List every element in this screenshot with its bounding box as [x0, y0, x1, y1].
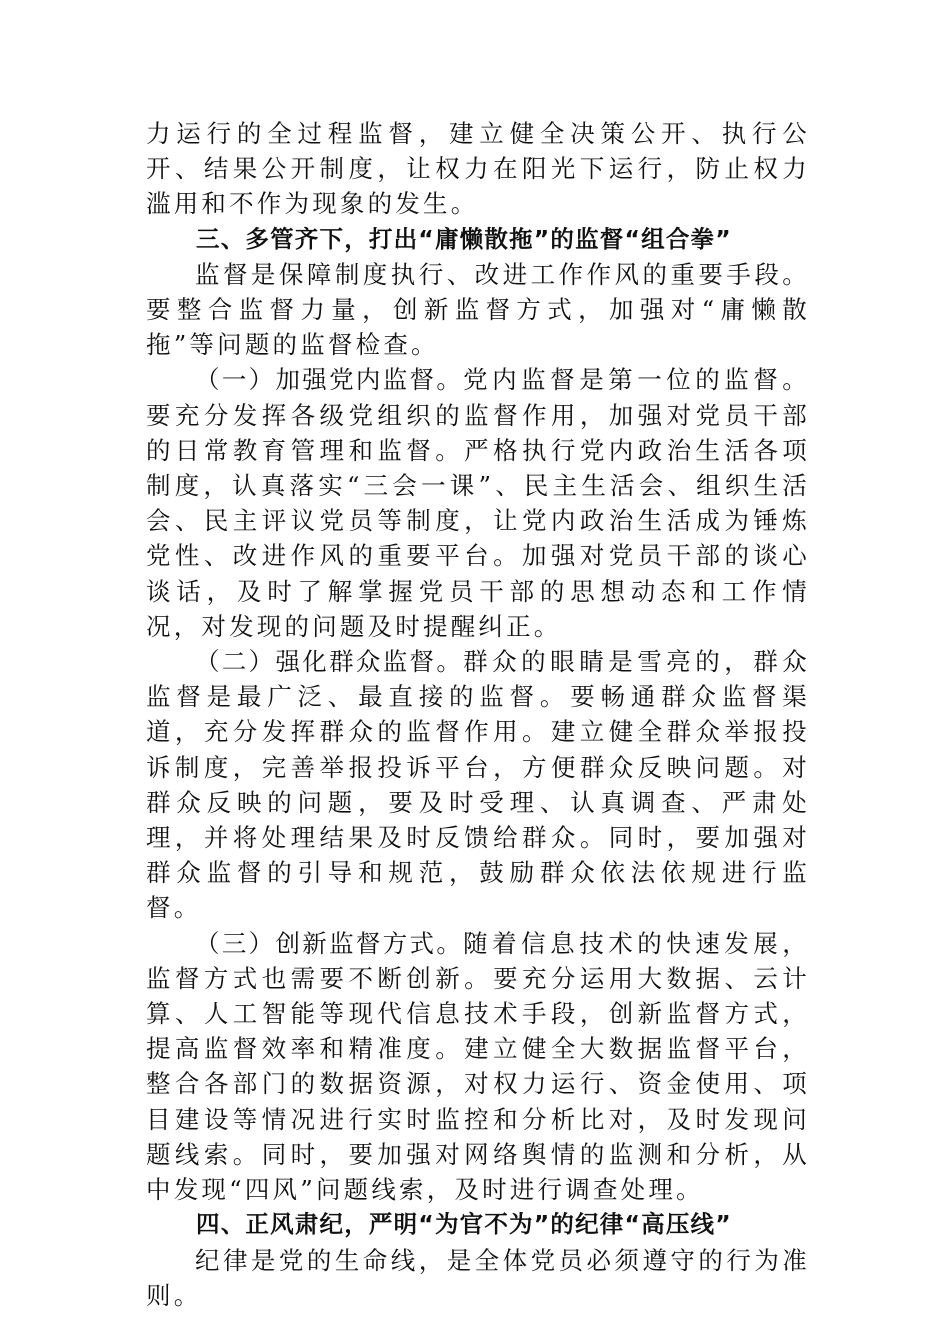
section-3-heading: 三、多管齐下，打出“庸懒散拖”的监督“组合拳”	[196, 224, 732, 253]
subsection-1-paragraph	[146, 362, 810, 644]
subsection-2-body: 群众的眼睛是雪亮的，群众监督是最广泛、最直接的监督。要畅通群众监督渠道，充分发挥群众的监督作用。建立健全群众举报投诉制度，完善举报投诉平台，方便群众反映问题。对群众反映的问题，要及时受理、认真调查、严肃处理，并将处理结果及时反馈给群众。同时，要加强对群众监督的引导和规范，鼓励群众依法依规进行监督。	[146, 647, 810, 923]
section-4-heading: 四、正风肃纪，严明“为官不为”的纪律“高压线”	[196, 1210, 732, 1239]
subsection-2-paragraph	[146, 644, 810, 926]
subsection-3-paragraph	[146, 926, 810, 1208]
document-body	[146, 116, 810, 1313]
subsection-3-body: 随着信息技术的快速发展，监督方式也需要不断创新。要充分运用大数据、云计算、人工智能等现代信息技术手段，创新监督方式，提高监督效率和精准度。建立健全大数据监督平台，整合各部门的数据资源，对权力运行、资金使用、项目建设等情况进行实时监控和分析比对，及时发现问题线索。同时，要加强对网络舆情的监测和分析，从中发现“四风”问题线索，及时进行调查处理。	[146, 928, 810, 1205]
subsection-2-title: （二）强化群众监督。	[195, 647, 464, 677]
section-3-intro: 监督是保障制度执行、改进工作作风的重要手段。要整合监督力量，创新监督方式，加强对“庸懒散拖”等问题的监督检查。	[146, 259, 810, 360]
section-4-intro: 纪律是党的生命线，是全体党员必须遵守的行为准则。	[146, 1245, 810, 1310]
subsection-3-title: （三）创新监督方式。	[195, 928, 464, 958]
continuation-paragraph: 力运行的全过程监督，建立健全决策公开、执行公开、结果公开制度，让权力在阳光下运行，防止权力滥用和不作为现象的发生。	[146, 119, 810, 219]
subsection-1-title: （一）加强党内监督。	[195, 365, 464, 395]
subsection-1-body: 党内监督是第一位的监督。要充分发挥各级党组织的监督作用，加强对党员干部的日常教育管理和监督。严格执行党内政治生活各项制度，认真落实“三会一课”、民主生活会、组织生活会、民主评议党员等制度，让党内政治生活成为锤炼党性、改进作风的重要平台。加强对党员干部的谈心谈话，及时了解掌握党员干部的思想动态和工作情况，对发现的问题及时提醒纠正。	[146, 365, 810, 641]
